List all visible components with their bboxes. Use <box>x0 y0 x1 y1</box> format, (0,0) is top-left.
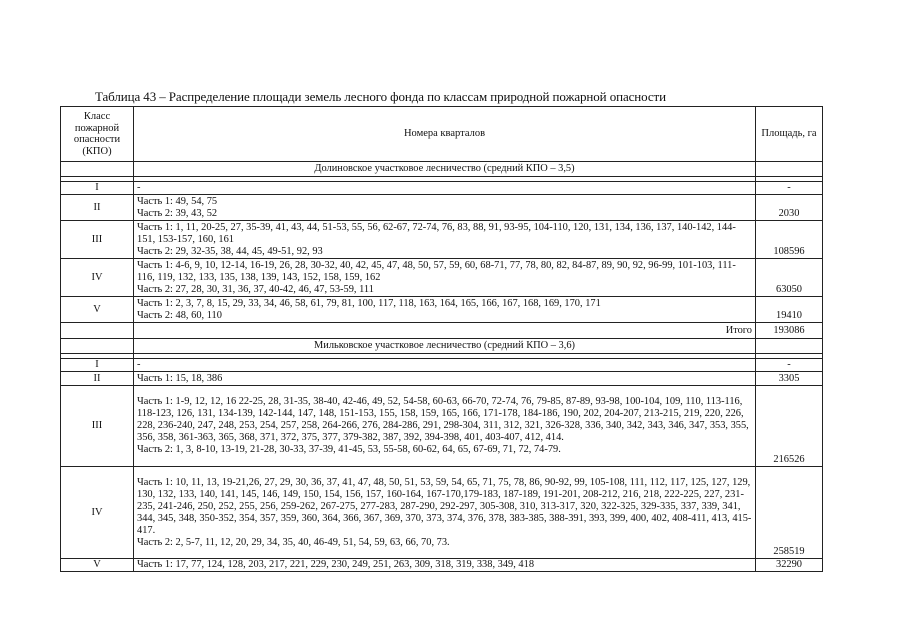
table-row <box>61 195 823 221</box>
quarters-cell <box>134 559 756 572</box>
total-label: Итого <box>134 323 756 339</box>
section-title-row <box>61 339 823 354</box>
class-cell: II <box>61 195 134 221</box>
total-value: 193086 <box>756 323 823 339</box>
quarters-part: - <box>137 359 141 370</box>
section-title-row <box>61 162 823 177</box>
area-cell: 19410 <box>756 297 823 323</box>
section-title: Долиновское участковое лесничество (средний КПО – 3,5) <box>134 162 756 177</box>
quarters-part: Часть 1: 17, 77, 124, 128, 203, 217, 221, 229, 230, 249, 251, 263, 309, 318, 319, 338, 349, 418 <box>137 559 535 570</box>
quarters-part: Часть 1: 1-9, 12, 12, 16 22-25, 28, 31-35, 38-40, 42-46, 49, 52, 54-58, 60-63, 66-70, 72-74, 76, 79-85, 87-89, 93-98, 100-104, 109, 110, 113-116, 118-123, 126, 131, 134-139, 142-144, 147, 148, 151-153, 155, 158, 159, 165, 166, 171-178, 184-186, 190, 202, 204-207, 213-215, 219, 220, 226, 228, 236-240, 247, 248, 253, 254, 257, 258, 264-266, 276, 284-286, 291, 298-304, 311, 312, 321, 326-328, 336, 340, 342, 343, 346, 347, 353, 355, 356, 358, 361-363, 365, 368, 371, 372, 375, 377, 379-382, 387, 392, 394-398, 401, 403-407, 412, 414. <box>137 396 749 443</box>
quarters-cell <box>134 195 756 221</box>
quarters-part: Часть 2: 1, 3, 8-10, 13-19, 21-28, 30-33, 37-39, 41-45, 53, 55-58, 60-62, 64, 65, 67-69, 71, 72, 74-79. <box>137 444 561 455</box>
header-quarters: Номера кварталов <box>134 107 756 162</box>
class-cell: II <box>61 372 134 386</box>
table-caption: Таблица 43 – Распределение площади земель лесного фонда по классам природной пожарной опасности <box>95 89 666 104</box>
quarters-part: Часть 2: 48, 60, 110 <box>137 309 222 321</box>
area-cell: 258519 <box>756 467 823 559</box>
area-cell: - <box>756 359 823 372</box>
table-body <box>61 162 823 572</box>
area-cell: 32290 <box>756 559 823 572</box>
quarters-part: Часть 1: 10, 11, 13, 19-21,26, 27, 29, 30, 36, 37, 41, 47, 48, 50, 51, 53, 59, 54, 65, 71, 75, 78, 86, 90-92, 99, 105-108, 111, 112, 117, 125, 127, 129, 130, 132, 133, 140, 141, 145, 146, 149, 150, 154, 156, 157, 160-164, 167-170,179-183, 187-189, 191-201, 208-212, 216, 218, 222-225, 227, 231-235, 241-246, 250, 252, 255, 256, 259-262, 267-275, 277-283, 287-290, 292-297, 305-308, 310, 313-317, 320, 322-325, 329-335, 337, 339, 341, 344, 345, 348, 350-352, 354, 357, 359, 360, 364, 366, 367, 369, 370, 373, 374, 376, 378, 383-385, 388-391, 393, 399, 400, 402, 408-411, 413, 415-417. <box>137 476 752 536</box>
header-class: Класс пожарной опасности (КПО) <box>61 107 134 162</box>
fire-class-table <box>60 106 823 572</box>
area-cell: 3305 <box>756 372 823 386</box>
table-row <box>61 386 823 467</box>
total-row <box>61 323 823 339</box>
quarters-part: Часть 1: 1, 11, 20-25, 27, 35-39, 41, 43, 44, 51-53, 55, 56, 62-67, 72-74, 76, 83, 88, 91, 93-95, 104-110, 120, 131, 134, 136, 137, 140-142, 144-151, 153-157, 160, 161 <box>137 221 736 245</box>
quarters-part: Часть 2: 29, 32-35, 38, 44, 45, 49-51, 92, 93 <box>137 245 323 257</box>
table-row <box>61 559 823 572</box>
quarters-part: Часть 2: 39, 43, 52 <box>137 207 218 219</box>
area-cell: - <box>756 182 823 195</box>
quarters-part: Часть 1: 2, 3, 7, 8, 15, 29, 33, 34, 46, 58, 61, 79, 81, 100, 117, 118, 163, 164, 165, 166, 167, 168, 169, 170, 171 <box>137 297 601 309</box>
area-cell: 2030 <box>756 195 823 221</box>
quarters-part: Часть 2: 27, 28, 30, 31, 36, 37, 40-42, 46, 47, 53-59, 111 <box>137 283 374 295</box>
class-cell: III <box>61 221 134 259</box>
area-cell: 216526 <box>756 386 823 467</box>
table-row <box>61 372 823 386</box>
quarters-cell <box>134 259 756 297</box>
class-cell: I <box>61 359 134 372</box>
table-row <box>61 182 823 195</box>
quarters-part: Часть 2: 2, 5-7, 11, 12, 20, 29, 34, 35, 40, 46-49, 51, 54, 59, 63, 66, 70, 73. <box>137 536 450 548</box>
quarters-cell <box>134 467 756 559</box>
quarters-cell <box>134 221 756 259</box>
quarters-cell <box>134 386 756 467</box>
table-row <box>61 297 823 323</box>
table-row <box>61 221 823 259</box>
quarters-part: Часть 1: 4-6, 9, 10, 12-14, 16-19, 26, 28, 30-32, 40, 42, 45, 47, 48, 50, 57, 59, 60, 68-71, 77, 78, 80, 82, 84-87, 89, 90, 92, 96-99, 101-103, 111-116, 119, 132, 133, 135, 138, 139, 143, 152, 158, 159, 162 <box>137 259 736 283</box>
class-cell: V <box>61 559 134 572</box>
quarters-cell <box>134 182 756 195</box>
header-area: Площадь, га <box>756 107 823 162</box>
class-cell: V <box>61 297 134 323</box>
table-row <box>61 259 823 297</box>
quarters-cell <box>134 297 756 323</box>
class-cell: IV <box>61 467 134 559</box>
class-cell: I <box>61 182 134 195</box>
area-cell: 108596 <box>756 221 823 259</box>
table-row <box>61 467 823 559</box>
section-title: Мильковское участковое лесничество (средний КПО – 3,6) <box>134 339 756 354</box>
quarters-part: Часть 1: 15, 18, 386 <box>137 372 223 384</box>
class-cell: IV <box>61 259 134 297</box>
quarters-part: Часть 1: 49, 54, 75 <box>137 195 218 207</box>
area-cell: 63050 <box>756 259 823 297</box>
quarters-part: - <box>137 182 141 193</box>
quarters-cell <box>134 372 756 386</box>
table-row <box>61 359 823 372</box>
quarters-cell <box>134 359 756 372</box>
class-cell: III <box>61 386 134 467</box>
